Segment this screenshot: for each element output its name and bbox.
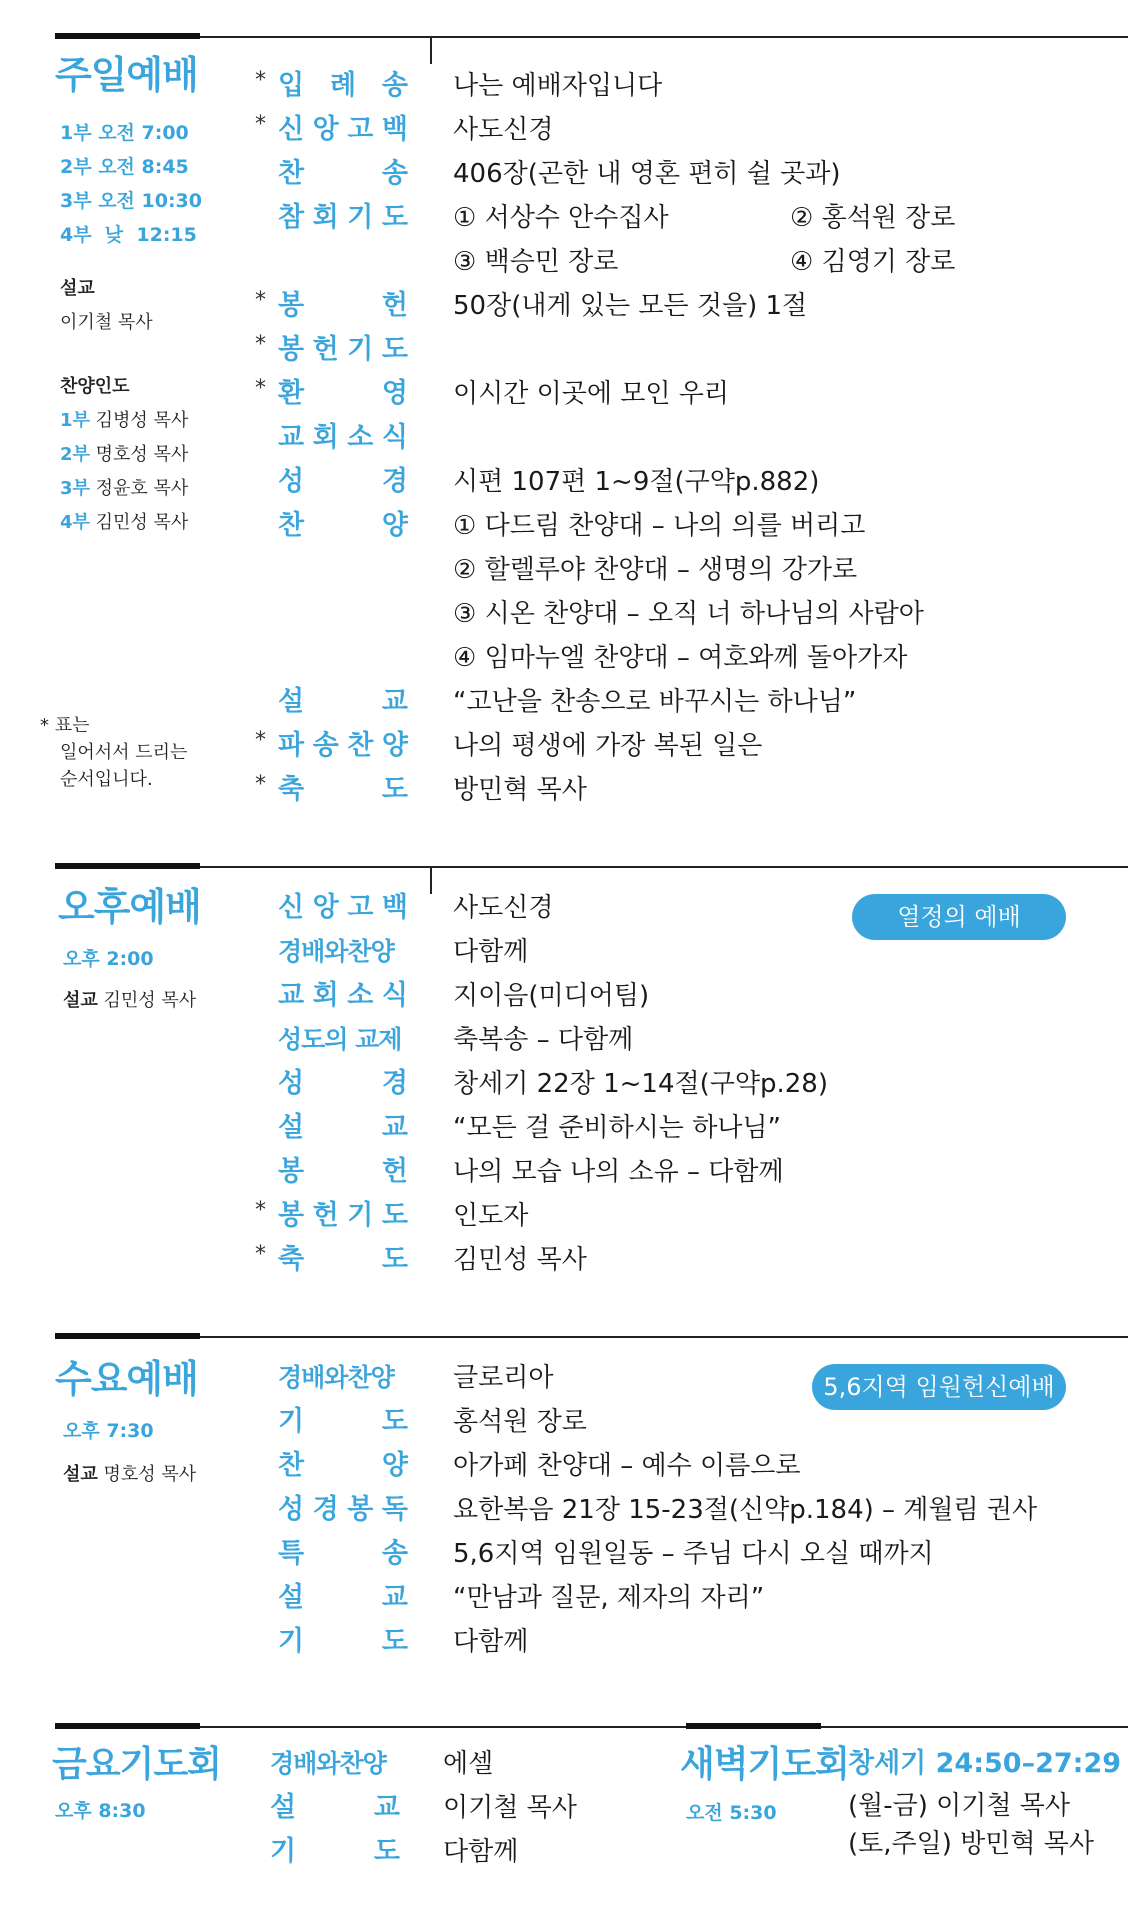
order-value: 에셀	[443, 1749, 494, 1779]
order-label: 기 도	[270, 1836, 400, 1867]
order-row	[0, 1620, 1128, 1664]
sunday-time-4: 4부 낮 12:15	[60, 224, 197, 246]
order-label: 설 교	[270, 1792, 400, 1823]
praise-leader: 3부 정윤호 목사	[60, 478, 189, 499]
standing-marker: *	[255, 1242, 266, 1267]
order-value: 지이음(미디어팀)	[453, 981, 650, 1011]
dawn-leader-weekend: (토,주일) 방민혁 목사	[848, 1829, 1095, 1859]
order-value: “모든 걸 준비하시는 하나님”	[453, 1113, 782, 1143]
order-label: 성 경	[278, 466, 408, 497]
order-label: 특 송	[278, 1538, 408, 1569]
sermon-preacher: 김민성 목사	[103, 990, 197, 1011]
order-row	[0, 196, 1128, 240]
sermon-preacher: 명호성 목사	[103, 1464, 197, 1485]
dawn-leader-weekday: (월-금) 이기철 목사	[848, 1791, 1071, 1821]
section-divider-accent-dawn	[686, 1723, 821, 1729]
order-value: 나는 예배자입니다	[453, 71, 663, 101]
order-row	[0, 1444, 1128, 1488]
order-value: 406장(곤한 내 영혼 편히 쉴 곳과)	[453, 159, 841, 189]
order-value: ② 할렐루야 찬양대 – 생명의 강가로	[453, 555, 858, 585]
order-row	[0, 1062, 1128, 1106]
section-divider-accent	[55, 863, 200, 869]
wednesday-time: 오후 7:30	[63, 1420, 154, 1442]
standing-marker: *	[255, 68, 266, 93]
order-row	[0, 416, 1128, 460]
standing-marker: *	[255, 376, 266, 401]
order-label: 입 례 송	[278, 70, 408, 101]
order-label: 환 영	[278, 378, 408, 409]
order-row	[0, 680, 1128, 724]
order-row	[0, 152, 1128, 196]
order-label: 경배와찬양	[270, 1749, 386, 1778]
order-row	[0, 1018, 1128, 1062]
dawn-title: 새벽기도회	[680, 1744, 849, 1785]
order-label: 경배와찬양	[278, 1363, 394, 1392]
order-row	[0, 886, 1128, 930]
order-row	[0, 1238, 1128, 1282]
order-row	[0, 284, 1128, 328]
order-label: 신 앙 고 백	[278, 892, 408, 923]
order-row	[0, 930, 1128, 974]
wednesday-title: 수요예배	[55, 1357, 198, 1401]
standing-marker: *	[255, 1198, 266, 1223]
order-label: 파 송 찬 양	[278, 730, 408, 761]
friday-time: 오후 8:30	[55, 1800, 146, 1822]
order-value: 이기철 목사	[443, 1793, 577, 1823]
order-label: 설 교	[278, 1112, 408, 1143]
section-divider-accent	[55, 1333, 200, 1339]
order-row	[0, 1150, 1128, 1194]
order-row	[0, 108, 1128, 152]
sunday-service-section	[0, 36, 1128, 846]
dawn-passage: 창세기 24:50–27:29	[848, 1748, 1122, 1779]
order-value: 나의 평생에 가장 복된 일은	[453, 731, 763, 761]
order-value: 홍석원 장로	[453, 1407, 587, 1437]
order-row	[0, 1400, 1128, 1444]
order-value: ① 서상수 안수집사	[453, 203, 669, 233]
order-row	[0, 1356, 1128, 1400]
standing-marker: *	[255, 288, 266, 313]
order-value: 아가페 찬양대 – 예수 이름으로	[453, 1451, 801, 1481]
order-row	[0, 240, 1128, 284]
order-row	[0, 1106, 1128, 1150]
sunday-time-1: 1부 오전 7:00	[60, 122, 189, 144]
order-row	[0, 460, 1128, 504]
standing-marker: *	[255, 112, 266, 137]
standing-marker: *	[255, 332, 266, 357]
order-label: 성 경	[278, 1068, 408, 1099]
order-value: ① 다드림 찬양대 – 나의 의를 버리고	[453, 511, 866, 541]
order-row	[0, 974, 1128, 1018]
order-label: 성 경 봉 독	[278, 1494, 408, 1525]
order-value: 창세기 22장 1~14절(구약p.28)	[453, 1069, 828, 1099]
order-value-secondary: ② 홍석원 장로	[790, 203, 956, 233]
order-row	[0, 724, 1128, 768]
order-value: 글로리아	[453, 1363, 554, 1393]
order-label: 기 도	[278, 1626, 408, 1657]
order-value: 사도신경	[453, 893, 554, 923]
order-label: 봉 헌 기 도	[278, 1200, 408, 1231]
order-row	[0, 372, 1128, 416]
order-label: 교 회 소 식	[278, 980, 408, 1011]
order-value: ③ 시온 찬양대 – 오직 너 하나님의 사람아	[453, 599, 924, 629]
friday-title: 금요기도회	[52, 1744, 221, 1785]
wednesday-service-section	[0, 1336, 1128, 1706]
order-value-secondary: ④ 김영기 장로	[790, 247, 956, 277]
order-label: 찬 양	[278, 510, 408, 541]
order-label: 축 도	[278, 774, 408, 805]
order-value: 50장(내게 있는 모든 것을) 1절	[453, 291, 808, 321]
order-row	[0, 548, 1128, 592]
order-value: 김민성 목사	[453, 1245, 587, 1275]
sunday-title: 주일예배	[55, 53, 198, 97]
order-row	[0, 64, 1128, 108]
order-label: 경배와찬양	[278, 937, 394, 966]
afternoon-title: 오후예배	[58, 885, 201, 929]
order-value: 다함께	[443, 1837, 519, 1867]
order-label: 찬 양	[278, 1450, 408, 1481]
order-row	[0, 1532, 1128, 1576]
order-row	[0, 1576, 1128, 1620]
order-label: 설 교	[278, 686, 408, 717]
order-value: 시편 107편 1~9절(구약p.882)	[453, 467, 820, 497]
wednesday-badge: 5,6지역 임원헌신예배	[812, 1364, 1066, 1410]
order-label: 설 교	[278, 1582, 408, 1613]
friday-dawn-section	[0, 1726, 1128, 1924]
order-row	[0, 328, 1128, 372]
sunday-time-2: 2부 오전 8:45	[60, 156, 189, 178]
afternoon-service-section	[0, 866, 1128, 1316]
praise-leader: 4부 김민성 목사	[60, 512, 189, 533]
order-value: 5,6지역 임원일동 – 주님 다시 오실 때까지	[453, 1539, 934, 1569]
order-value: 사도신경	[453, 115, 554, 145]
order-row	[0, 1488, 1128, 1532]
order-label: 교 회 소 식	[278, 422, 408, 453]
order-row	[0, 504, 1128, 548]
order-value: ③ 백승민 장로	[453, 247, 619, 277]
praise-label: 찬양인도	[60, 376, 130, 397]
order-value: 축복송 – 다함께	[453, 1025, 634, 1055]
section-divider-accent	[55, 33, 200, 39]
section-divider	[55, 36, 1128, 38]
order-row	[0, 636, 1128, 680]
order-value: “만남과 질문, 제자의 자리”	[453, 1583, 765, 1613]
order-value: 나의 모습 나의 소유 – 다함께	[453, 1157, 784, 1187]
sunday-time-3: 3부 오전 10:30	[60, 190, 202, 212]
divider-tick	[430, 36, 432, 64]
order-label: 찬 송	[278, 158, 408, 189]
section-divider	[55, 866, 1128, 868]
standing-marker: *	[255, 772, 266, 797]
order-value: ④ 임마누엘 찬양대 – 여호와께 돌아가자	[453, 643, 908, 673]
sermon-label: 설교	[63, 990, 98, 1011]
order-label: 성도의 교제	[278, 1025, 402, 1054]
sermon-preacher: 이기철 목사	[60, 312, 153, 333]
order-value: “고난을 찬송으로 바꾸시는 하나님”	[453, 687, 857, 717]
order-row	[0, 1194, 1128, 1238]
order-value: 다함께	[453, 937, 529, 967]
order-label: 봉 헌	[278, 290, 408, 321]
order-label: 참 회 기 도	[278, 202, 408, 233]
sermon-label: 설교	[63, 1464, 98, 1485]
order-value: 인도자	[453, 1201, 529, 1231]
order-value: 방민혁 목사	[453, 775, 587, 805]
order-label: 봉 헌 기 도	[278, 334, 408, 365]
section-divider	[55, 1336, 1128, 1338]
section-divider	[55, 1726, 1128, 1728]
afternoon-time: 오후 2:00	[63, 948, 154, 970]
order-label: 봉 헌	[278, 1156, 408, 1187]
order-row	[0, 768, 1128, 812]
dawn-time: 오전 5:30	[686, 1802, 777, 1824]
order-label: 신 앙 고 백	[278, 114, 408, 145]
section-divider-accent	[55, 1723, 200, 1729]
order-value: 다함께	[453, 1627, 529, 1657]
order-label: 기 도	[278, 1406, 408, 1437]
praise-leader: 2부 명호성 목사	[60, 444, 189, 465]
standing-note: * 표는 일어서서 드리는 순서입니다.	[40, 715, 188, 790]
standing-marker: *	[255, 728, 266, 753]
order-label: 축 도	[278, 1244, 408, 1275]
afternoon-badge: 열정의 예배	[852, 894, 1066, 940]
praise-leader: 1부 김병성 목사	[60, 410, 189, 431]
order-value: 요한복음 21장 15-23절(신약p.184) – 계월림 권사	[453, 1495, 1038, 1525]
sermon-label: 설교	[60, 278, 95, 299]
order-value: 이시간 이곳에 모인 우리	[453, 379, 729, 409]
order-row	[0, 592, 1128, 636]
